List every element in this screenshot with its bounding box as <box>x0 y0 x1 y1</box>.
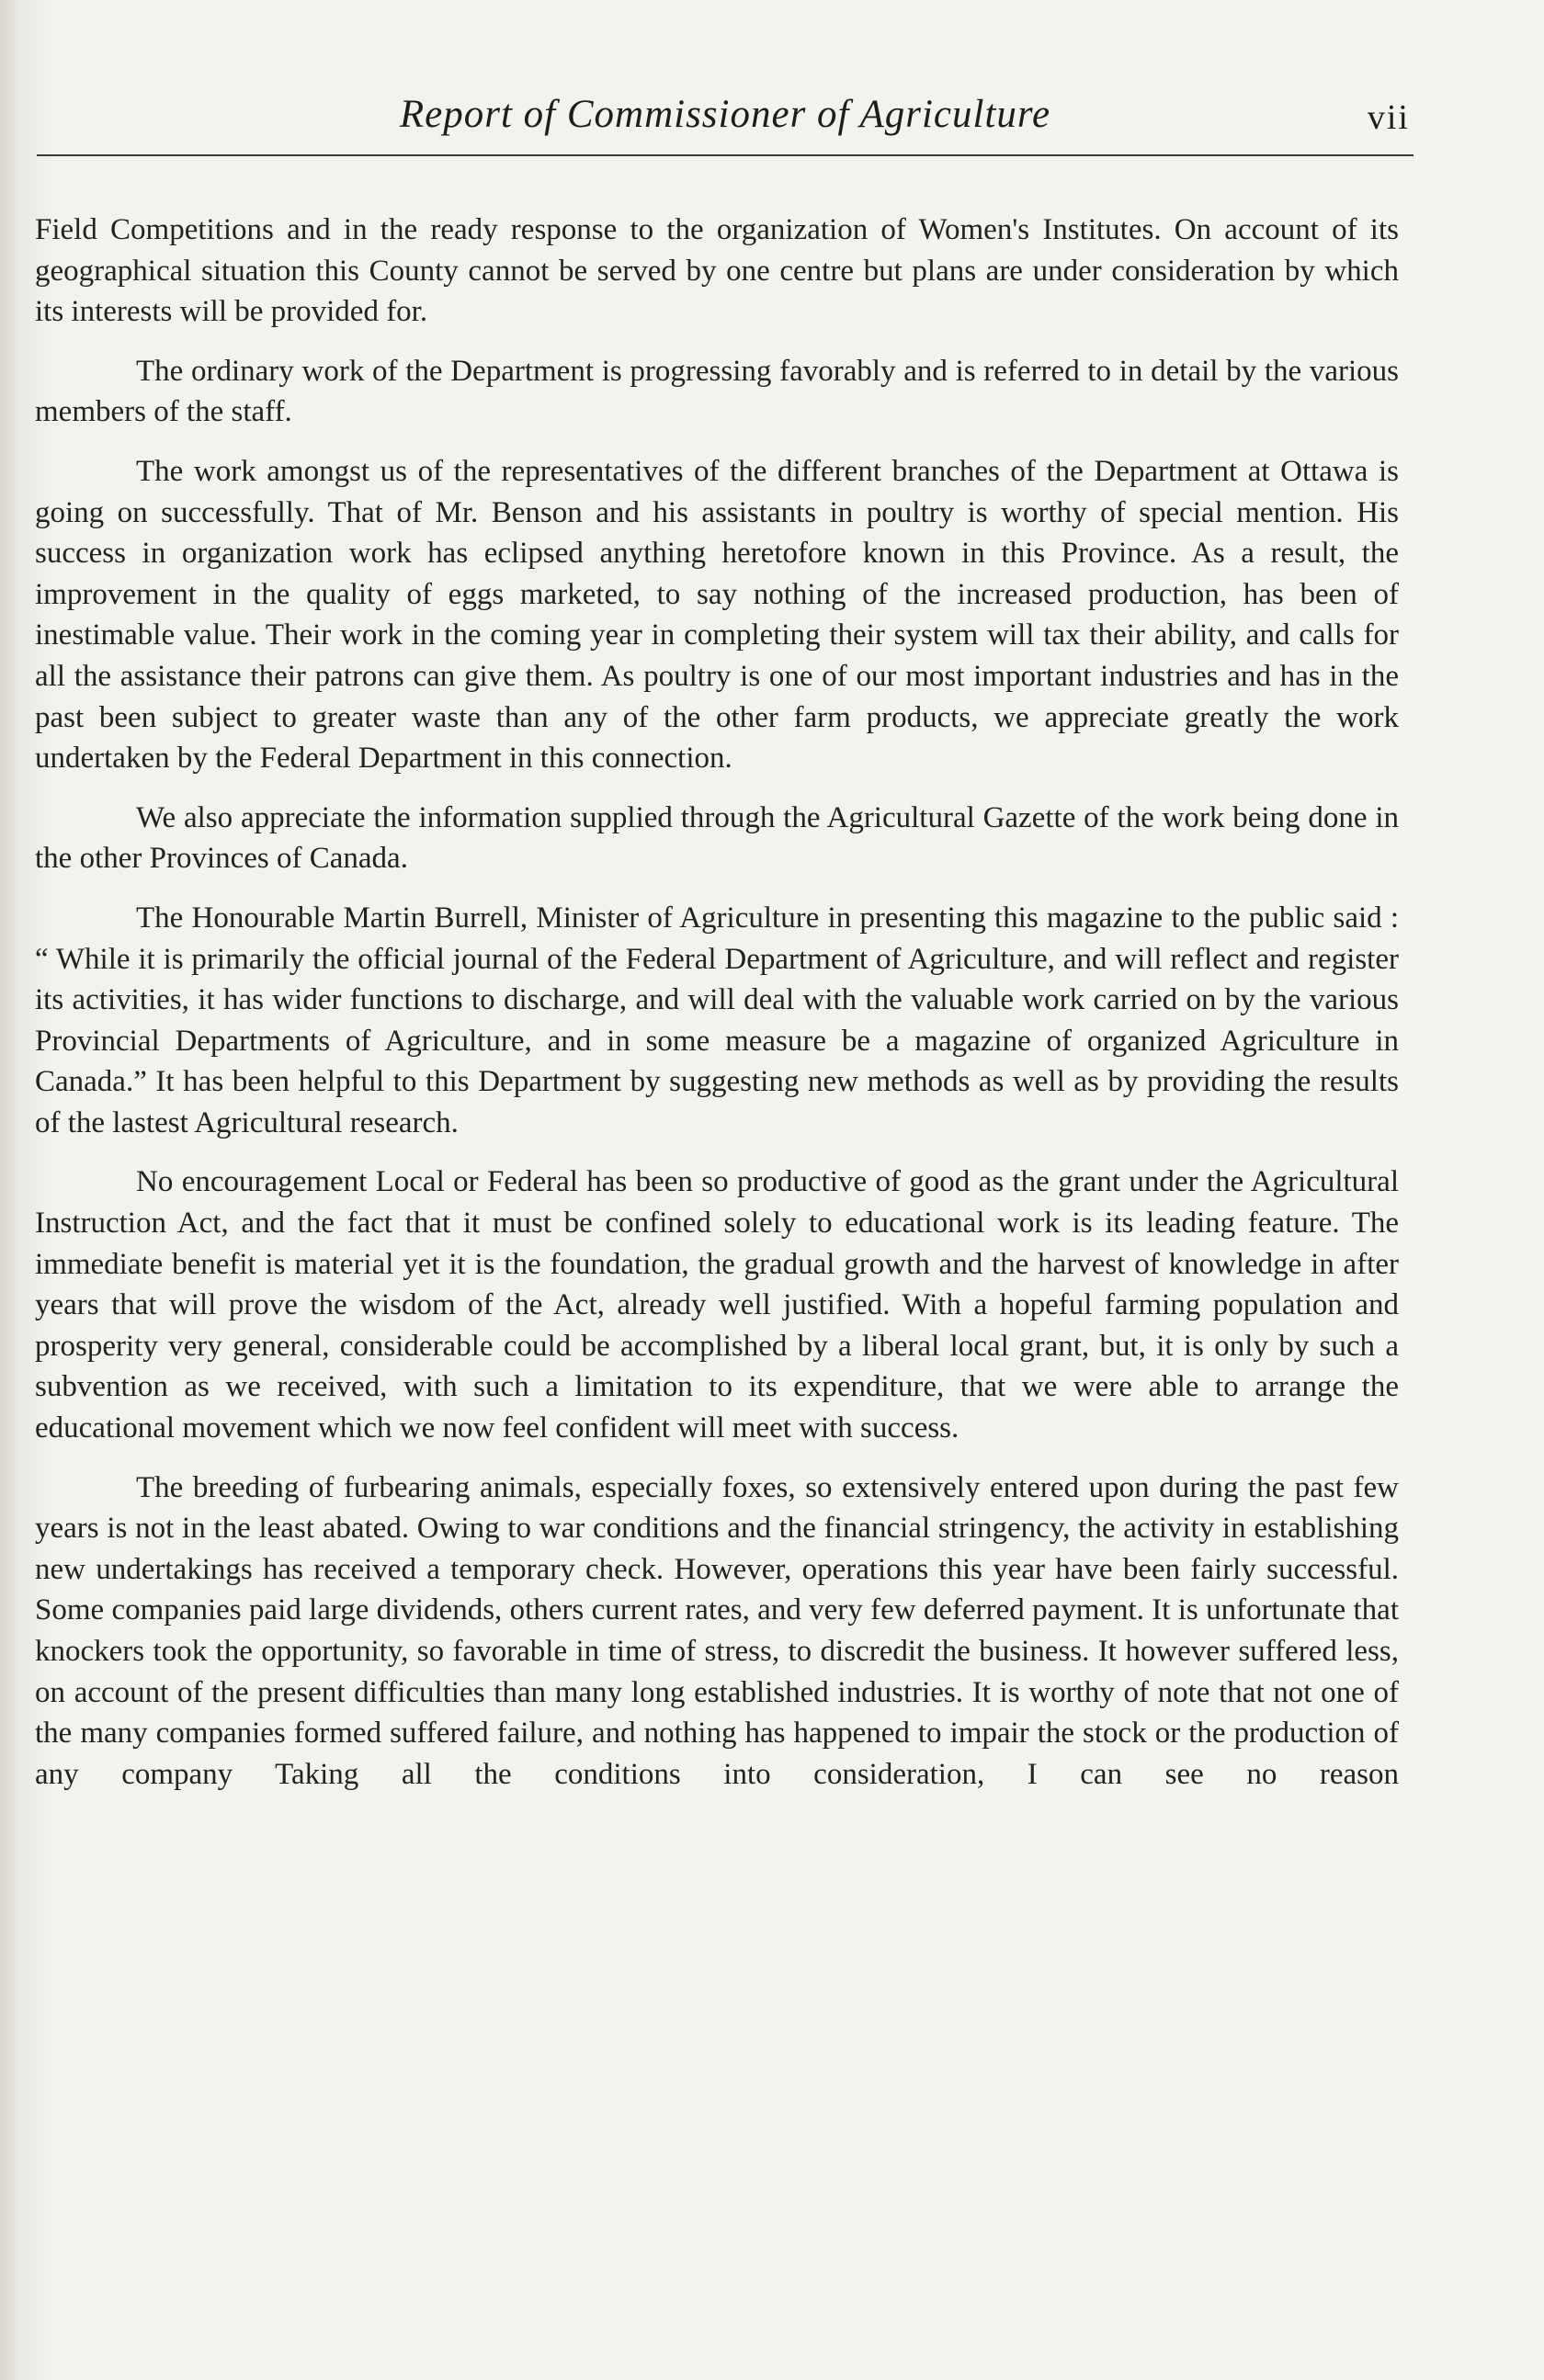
running-header <box>37 85 1413 156</box>
paragraph-furbearing-animals: The breeding of furbearing animals, especially foxes, so extensively entered upon during the past few years is not in the least abated. Owing to war conditions and the financial stringency, the activity in establishing new undertakings has received a temporary check. However, operations this year have been fairly successful. Some companies paid large dividends, others current rates, and very few deferred payment. It is unfortunate that knockers took the opportunity, so favorable in time of stress, to discredit the business. It however suffered less, on account of the present difficulties than many long established industries. It is worthy of note that not one of the many companies formed suffered failure, and nothing has happened to impair the stock or the production of any company Taking all the conditions into consideration, I can see no reason <box>35 1470 1399 1791</box>
paragraph-martin-burrell: The Honourable Martin Burrell, Minister of Agriculture in presenting this magazine to the public said : “ While it is primarily the official journal of the Federal Department of Agriculture, and will reflect and register its activities, it has wider functions to discharge, and will deal with the valuable work carried on by the various Provincial Departments of Agriculture, and in some measure be a magazine of organized Agriculture in Canada.” It has been helpful to this Department by suggesting new methods as well as by providing the results of the lastest Agricultural research. <box>35 901 1399 1139</box>
paragraph-women-institutes: Field Competitions and in the ready response to the organization of Women's Institutes. On account of its geographical situation this County cannot be served by one centre but plans are under consideration by which its interests will be provided for. <box>35 213 1399 329</box>
paragraph-ottawa-representatives: The work amongst us of the representatives of the different branches of the Department at Ottawa is going on successfully. That of Mr. Benson and his assistants in poultry is worthy of special mention. His success in organization work has eclipsed anything heretofore known in this Province. As a result, the improvement in the quality of eggs marketed, to say nothing of the increased production, has been of inestimable value. Their work in the coming year in completing their system will tax their ability, and calls for all the assistance their patrons can give them. As poultry is one of our most important industries and has in the past been subject to greater waste than any of the other farm products, we appreciate greatly the work undertaken by the Federal Department in this connection. <box>35 454 1399 776</box>
page-number: vii <box>1367 98 1410 137</box>
paragraph-agricultural-gazette: We also appreciate the information supplied through the Agricultural Gazette of the work being done in the other Provinces of Canada. <box>35 800 1399 876</box>
running-title: Report of Commissioner of Agriculture <box>399 93 1051 136</box>
body-text <box>35 210 1399 1813</box>
paragraph-ordinary-work: The ordinary work of the Department is progressing favorably and is referred to in detail by the various members of the staff. <box>35 354 1399 429</box>
paragraph-instruction-act: No encouragement Local or Federal has been so productive of good as the grant under the Agricultural Instruction Act, and the fact that it must be confined solely to educational work is its leading feature. The immediate benefit is material yet it is the foundation, the gradual growth and the harvest of knowledge in after years that will prove the wisdom of the Act, already well justified. With a hopeful farming population and prosperity very general, considerable could be accomplished by a liberal local grant, but, it is only by such a subvention as we received, with such a limitation to its expenditure, that we were able to arrange the educational movement which we now feel confident will meet with success. <box>35 1165 1399 1445</box>
